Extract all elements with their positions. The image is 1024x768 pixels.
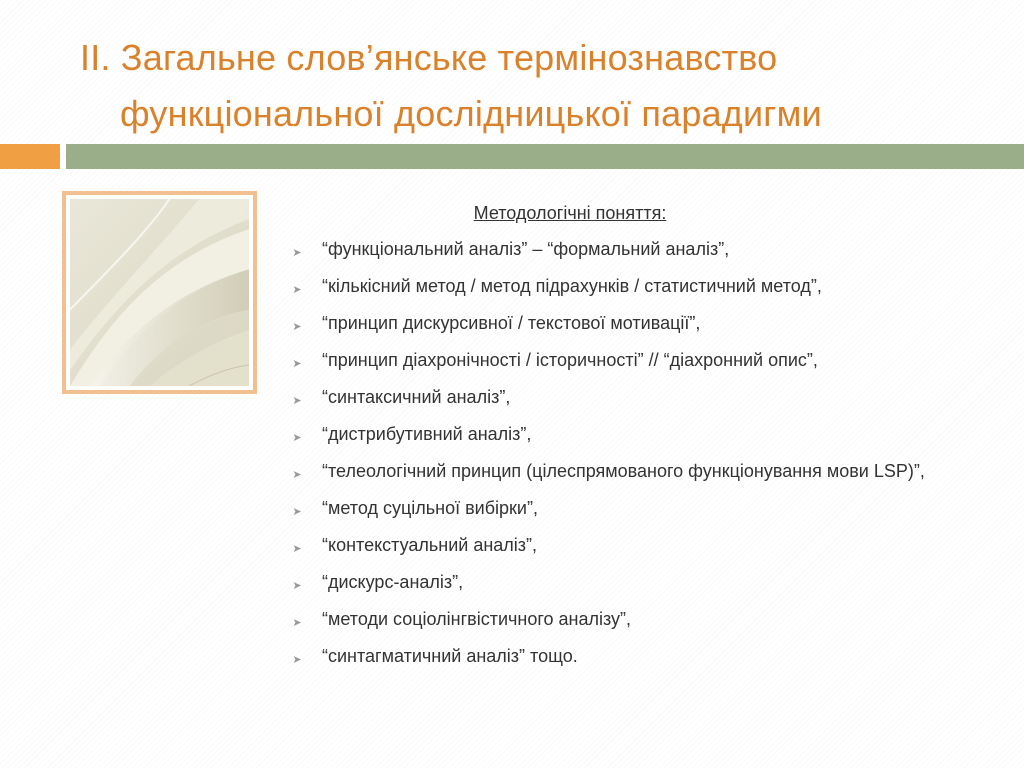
concept-list — [290, 238, 990, 667]
book-pages-image — [62, 191, 257, 394]
list-item: ➤ “дистрибутивний аналіз”, — [290, 423, 990, 445]
chevron-right-icon: ➤ — [292, 580, 302, 592]
chevron-right-icon: ➤ — [292, 247, 302, 259]
chevron-right-icon: ➤ — [292, 432, 302, 444]
slide-title — [80, 30, 1000, 142]
accent-bar-orange — [0, 144, 60, 169]
chevron-right-icon: ➤ — [292, 321, 302, 333]
list-item: ➤ “принцип діахронічності / історичності” // “діахронний опис”, — [290, 349, 990, 371]
chevron-right-icon: ➤ — [292, 617, 302, 629]
chevron-right-icon: ➤ — [292, 506, 302, 518]
chevron-right-icon: ➤ — [292, 358, 302, 370]
list-item: ➤ “принцип дискурсивної / текстової мотивації”, — [290, 312, 990, 334]
list-item: ➤ “методи соціолінгвістичного аналізу”, — [290, 608, 990, 630]
chevron-right-icon: ➤ — [292, 395, 302, 407]
accent-bar-green — [66, 144, 1024, 169]
title-line-2: функціональної дослідницької парадигми — [120, 93, 822, 134]
list-item: ➤ “синтагматичний аналіз” тощо. — [290, 645, 990, 667]
chevron-right-icon: ➤ — [292, 654, 302, 666]
slide-body — [290, 203, 990, 682]
chevron-right-icon: ➤ — [292, 284, 302, 296]
title-line-1: II. Загальне слов’янське термінознавство — [80, 37, 778, 78]
list-item: ➤ “кількісний метод / метод підрахунків / статистичний метод”, — [290, 275, 990, 297]
list-item: ➤ “дискурс-аналіз”, — [290, 571, 990, 593]
chevron-right-icon: ➤ — [292, 469, 302, 481]
section-heading: Методологічні поняття: — [473, 203, 667, 223]
list-item: ➤ “метод суцільної вибірки”, — [290, 497, 990, 519]
list-item: ➤ “функціональний аналіз” – “формальний аналіз”, — [290, 238, 990, 260]
book-pages-illustration — [70, 199, 249, 386]
list-item: ➤ “синтаксичний аналіз”, — [290, 386, 990, 408]
list-item: ➤ “контекстуальний аналіз”, — [290, 534, 990, 556]
list-item: ➤ “телеологічний принцип (цілеспрямованого функціонування мови LSP)”, — [290, 460, 990, 482]
chevron-right-icon: ➤ — [292, 543, 302, 555]
